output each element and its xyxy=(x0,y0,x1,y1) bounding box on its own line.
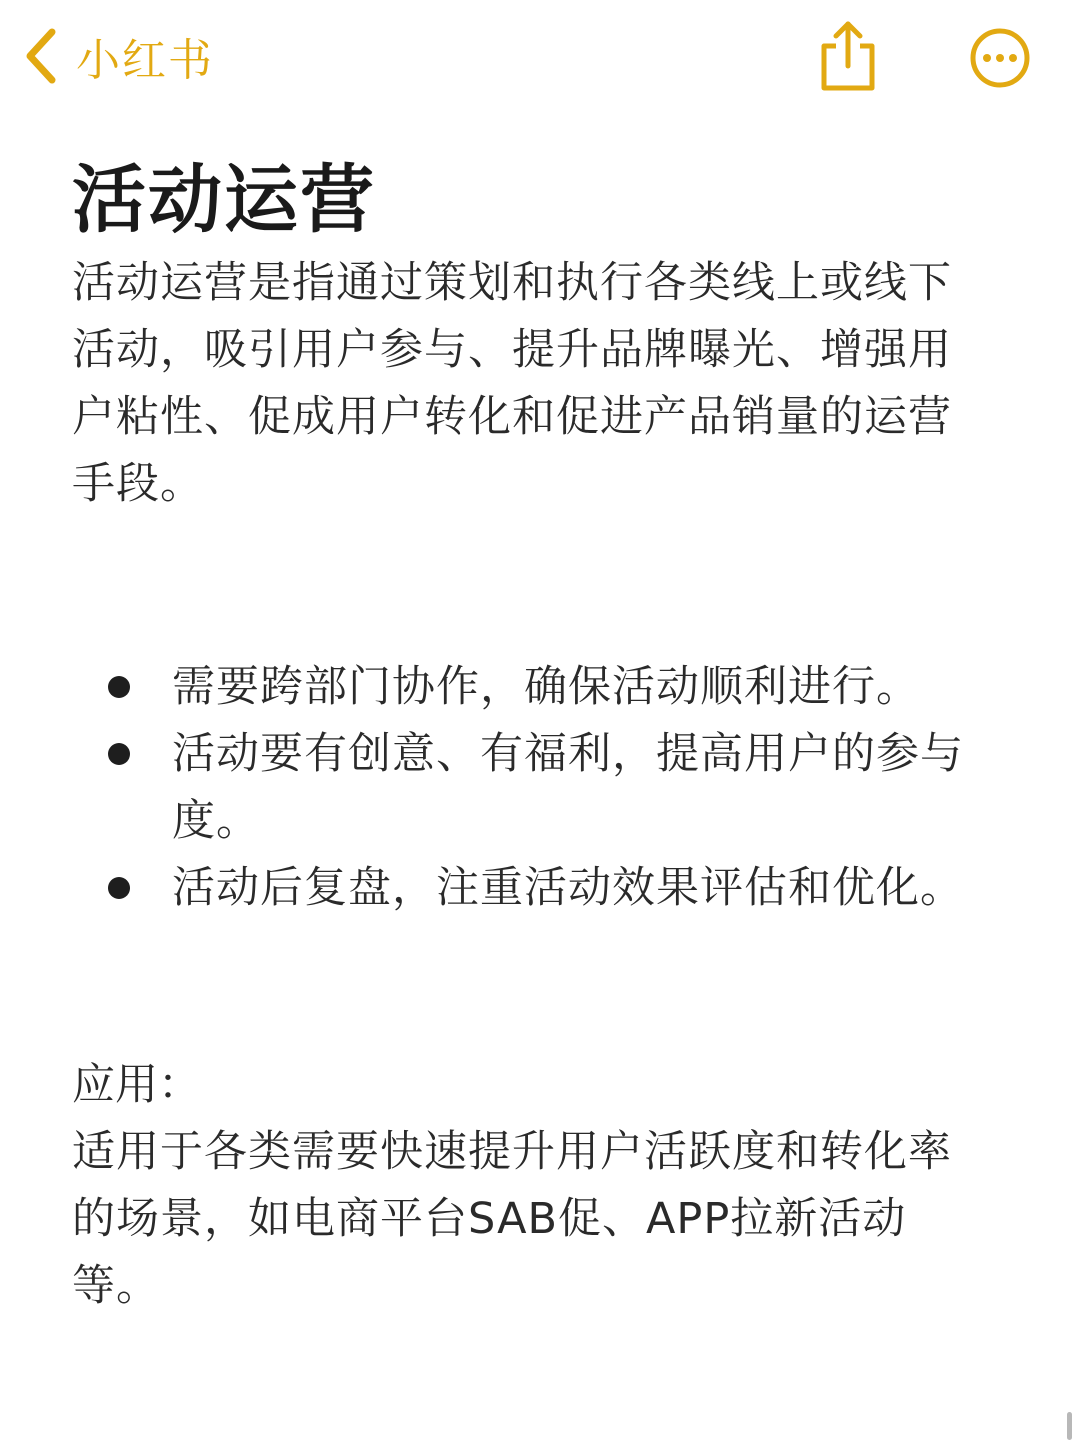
application-label: 应用： xyxy=(72,1060,201,1110)
more-button[interactable] xyxy=(968,26,1032,94)
back-label: 小红书 xyxy=(76,35,214,86)
share-button[interactable] xyxy=(816,18,880,96)
bullet-text: 活动后复盘，注重活动效果评估和优化。 xyxy=(172,863,964,913)
navigation-bar xyxy=(0,0,1080,110)
back-button[interactable] xyxy=(22,24,214,88)
bullet-dot-icon xyxy=(108,877,130,899)
intro-paragraph: 活动运营是指通过策划和执行各类线上或线下活动，吸引用户参与、提升品牌曝光、增强用户粘性、促成用户转化和促进产品销量的运营手段。 xyxy=(72,258,952,509)
bullet-dot-icon xyxy=(108,676,130,698)
bullet-text: 活动要有创意、有福利，提高用户的参与度。 xyxy=(172,729,964,846)
bullet-list xyxy=(72,654,992,922)
note-content xyxy=(72,150,992,1320)
chevron-left-icon xyxy=(22,26,58,86)
note-title: 活动运营 xyxy=(72,157,376,243)
bullet-item xyxy=(72,855,992,922)
bullet-text: 需要跨部门协作，确保活动顺利进行。 xyxy=(172,662,920,712)
bullet-item xyxy=(72,654,992,721)
scroll-indicator[interactable] xyxy=(1067,1412,1072,1440)
more-icon xyxy=(968,75,1032,94)
bullet-item xyxy=(72,721,992,855)
application-paragraph: 适用于各类需要快速提升用户活跃度和转化率的场景，如电商平台SAB促、APP拉新活动等。 xyxy=(72,1127,952,1311)
bullet-dot-icon xyxy=(108,743,130,765)
share-icon xyxy=(816,77,880,96)
